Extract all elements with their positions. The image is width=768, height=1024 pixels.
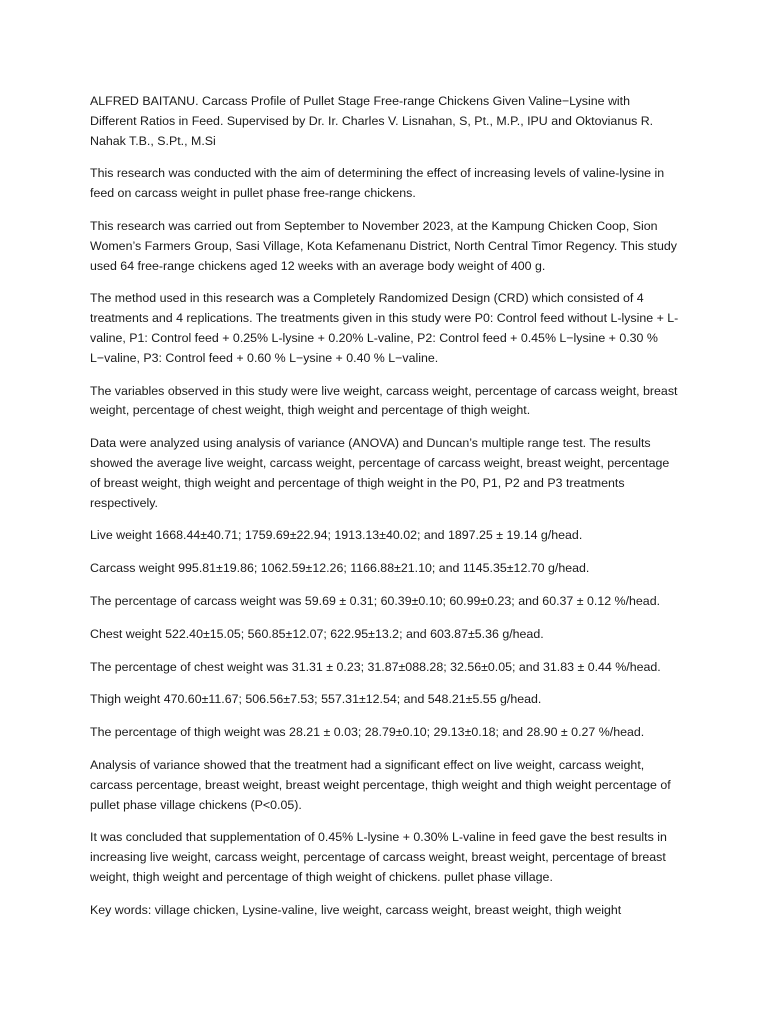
- carcass-percentage-result: The percentage of carcass weight was 59.69 ± 0.31; 60.39±0.10; 60.99±0.23; and 60.37 ± 0.12 %/head.: [90, 593, 661, 608]
- citation-paragraph: ALFRED BAITANU. Carcass Profile of Pullet Stage Free-range Chickens Given Valine−Lysine with Different Ratios in Feed. Supervised by Dr. Ir. Charles V. Lisnahan, S, Pt., M.P., IPU and Oktovianus R. Nahak T.B., S.Pt., M.Si: [90, 94, 654, 148]
- analysis-paragraph: Data were analyzed using analysis of variance (ANOVA) and Duncan’s multiple range test. The results showed the average live weight, carcass weight, percentage of carcass weight, breast weight, percentage of breast weight, thigh weight and percentage of thigh weight in the P0, P1, P2 and P3 treatments respectively.: [90, 436, 670, 510]
- keywords-paragraph: Key words: village chicken, Lysine-valine, live weight, carcass weight, breast weight, thigh weight: [90, 902, 622, 917]
- abstract-body: [90, 92, 680, 934]
- thigh-percentage-result: The percentage of thigh weight was 28.21 ± 0.03; 28.79±0.10; 29.13±0.18; and 28.90 ± 0.27 %/head.: [90, 725, 645, 740]
- chest-weight-result: Chest weight 522.40±15.05; 560.85±12.07; 622.95±13.2; and 603.87±5.36 g/head.: [90, 626, 544, 641]
- variables-paragraph: The variables observed in this study were live weight, carcass weight, percentage of carcass weight, breast weight, percentage of chest weight, thigh weight and percentage of thigh weight.: [90, 383, 678, 418]
- chest-percentage-result: The percentage of chest weight was 31.31 ± 0.23; 31.87±088.28; 32.56±0.05; and 31.83 ± 0.44 %/head.: [90, 659, 661, 674]
- conclusion-paragraph: It was concluded that supplementation of 0.45% L-lysine + 0.30% L-valine in feed gave the best results in increasing live weight, carcass weight, percentage of carcass weight, breast weight, percentage of breast weight, thigh weight and percentage of thigh weight of chickens. pullet phase village.: [90, 830, 667, 884]
- anova-paragraph: Analysis of variance showed that the treatment had a significant effect on live weight, carcass weight, carcass percentage, breast weight, breast weight percentage, thigh weight and thigh weight percentage of pullet phase village chickens (P<0.05).: [90, 757, 671, 812]
- carcass-weight-result: Carcass weight 995.81±19.86; 1062.59±12.26; 1166.88±21.10; and 1145.35±12.70 g/head.: [90, 561, 590, 576]
- location-paragraph: This research was carried out from September to November 2023, at the Kampung Chicken Coop, Sion Women’s Farmers Group, Sasi Village, Kota Kefamenanu District, North Central Timor Regency. This study used 64 free-range chickens aged 12 weeks with an average body weight of 400 g.: [90, 218, 677, 273]
- live-weight-result: Live weight 1668.44±40.71; 1759.69±22.94; 1913.13±40.02; and 1897.25 ± 19.14 g/head.: [90, 528, 583, 543]
- method-paragraph: The method used in this research was a Completely Randomized Design (CRD) which consisted of 4 treatments and 4 replications. The treatments given in this study were P0: Control feed without L-lysine + L-valine, P1: Control feed + 0.25% L-lysine + 0.20% L-valine, P2: Control feed + 0.45% L−lysine + 0.30 % L−valine, P3: Control feed + 0.60 % L−ysine + 0.40 % L−valine.: [90, 291, 679, 365]
- aim-paragraph: This research was conducted with the aim of determining the effect of increasing levels of valine-lysine in feed on carcass weight in pullet phase free-range chickens.: [90, 166, 665, 201]
- thigh-weight-result: Thigh weight 470.60±11.67; 506.56±7.53; 557.31±12.54; and 548.21±5.55 g/head.: [90, 692, 542, 707]
